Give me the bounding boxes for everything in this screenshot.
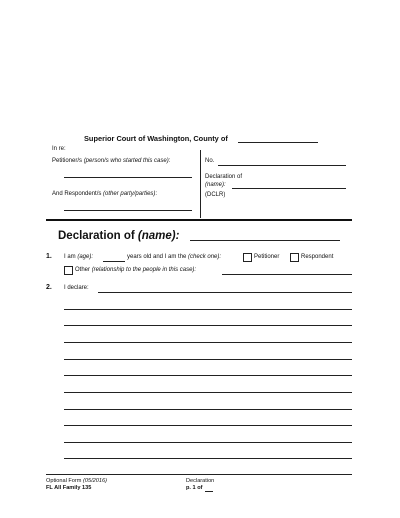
declaration-line[interactable] xyxy=(98,292,352,293)
other-checkbox[interactable] xyxy=(64,266,73,275)
court-heading: Superior Court of Washington, County of xyxy=(84,134,228,143)
footer-form-label: Optional Form (05/2016) xyxy=(46,478,107,484)
in-re-label: In re: xyxy=(52,146,66,152)
relationship-field[interactable] xyxy=(222,274,352,275)
caption-name-label: (name): xyxy=(205,182,226,188)
caption-name-field[interactable] xyxy=(232,188,346,189)
declaration-line[interactable] xyxy=(64,442,352,443)
total-pages-field[interactable] xyxy=(205,491,213,492)
item-2-number: 2. xyxy=(46,284,52,291)
petitioner-label: Petitioner/s (person/s who started this case): xyxy=(52,158,171,164)
petitioner-name-field[interactable] xyxy=(64,177,192,178)
declaration-line[interactable] xyxy=(64,458,352,459)
respondent-option-label: Respondent xyxy=(301,254,334,260)
page-title: Declaration of (name): xyxy=(58,230,180,242)
declaration-line[interactable] xyxy=(64,325,352,326)
item-1-text-b: years old and I am the (check one): xyxy=(127,254,222,260)
item-1-text-a: I am (age): xyxy=(64,254,94,260)
footer-center-title: Declaration xyxy=(186,478,215,484)
item-2-text: I declare: xyxy=(64,285,89,291)
footer-rule xyxy=(46,474,352,475)
declaration-line[interactable] xyxy=(64,375,352,376)
title-rule xyxy=(46,219,352,221)
footer-form-id: FL All Family 135 xyxy=(46,485,92,491)
other-option-label: Other (relationship to the people in this case): xyxy=(75,267,197,273)
declaration-line[interactable] xyxy=(64,309,352,310)
case-number-label: No. xyxy=(205,158,215,164)
case-number-field[interactable] xyxy=(218,165,346,166)
petitioner-checkbox[interactable] xyxy=(243,253,252,262)
footer-page: p. 1 of xyxy=(186,485,203,491)
item-1-number: 1. xyxy=(46,253,52,260)
respondent-label: And Respondent/s (other party/parties): xyxy=(52,191,158,197)
caption-divider xyxy=(200,150,201,218)
title-name-field[interactable] xyxy=(190,240,340,241)
declaration-line[interactable] xyxy=(64,392,352,393)
declaration-line[interactable] xyxy=(64,342,352,343)
respondent-name-field[interactable] xyxy=(64,210,192,211)
age-field[interactable] xyxy=(103,261,125,262)
caption-doc-title: Declaration of xyxy=(205,174,243,180)
petitioner-option-label: Petitioner xyxy=(254,254,280,260)
declaration-line[interactable] xyxy=(64,359,352,360)
declaration-line[interactable] xyxy=(64,409,352,410)
respondent-checkbox[interactable] xyxy=(290,253,299,262)
doc-code: (DCLR) xyxy=(205,192,226,198)
declaration-line[interactable] xyxy=(64,425,352,426)
county-field[interactable] xyxy=(238,142,318,143)
